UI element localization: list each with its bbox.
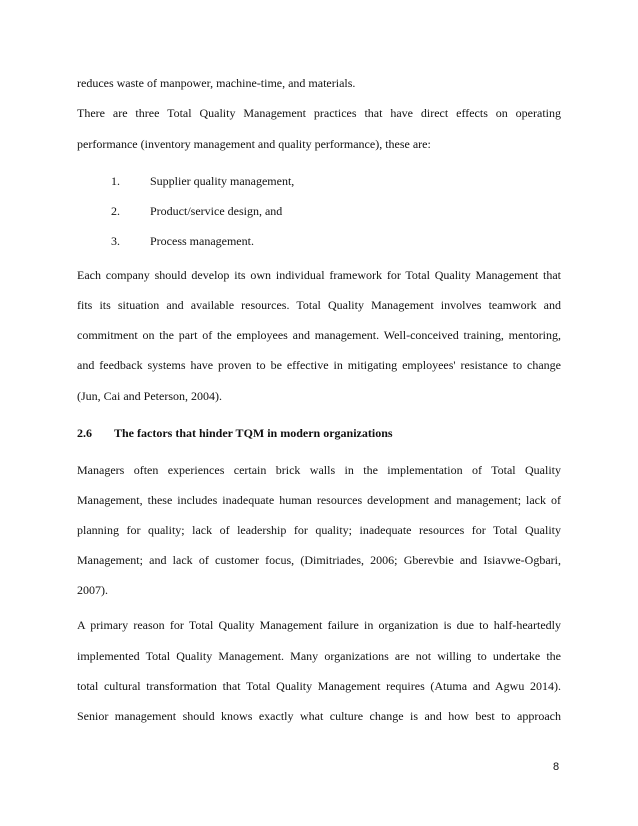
text-line: 2007).	[77, 583, 108, 597]
section-number: 2.6	[77, 426, 92, 440]
text-line: implemented Total Quality Management. Many organizations are not willing to undertake the	[77, 649, 561, 663]
list-item-number: 3.	[111, 234, 120, 248]
text-line: Management; and lack of customer focus, (Dimitriades, 2006; Gberevbie and Isiavwe-Ogbari,	[77, 553, 561, 567]
list-item-number: 2.	[111, 204, 120, 218]
text-line: performance (inventory management and quality performance), these are:	[77, 137, 431, 151]
text-line: commitment on the part of the employees and management. Well-conceived training, mentoring,	[77, 328, 561, 342]
text-line: planning for quality; lack of leadership for quality; inadequate resources for Total Quality	[77, 523, 561, 537]
text-line: Senior management should knows exactly what culture change is and how best to approach	[77, 709, 561, 723]
text-line: and feedback systems have proven to be effective in mitigating employees' resistance to change	[77, 358, 561, 372]
text-line: fits its situation and available resources. Total Quality Management involves teamwork and	[77, 298, 561, 312]
page-number: 8	[553, 761, 560, 773]
text-line: There are three Total Quality Management practices that have direct effects on operating	[77, 106, 561, 120]
list-item-text: Product/service design, and	[150, 204, 283, 218]
text-line: Managers often experiences certain brick walls in the implementation of Total Quality	[77, 463, 561, 477]
list-item-number: 1.	[111, 174, 120, 188]
text-line: reduces waste of manpower, machine-time, and materials.	[77, 76, 356, 90]
text-line: A primary reason for Total Quality Management failure in organization is due to half-heartedly	[77, 618, 561, 632]
list-item-text: Supplier quality management,	[150, 174, 295, 188]
text-line: Each company should develop its own individual framework for Total Quality Management that	[77, 268, 561, 282]
text-line: total cultural transformation that Total Quality Management requires (Atuma and Agwu 2014).	[77, 679, 561, 693]
section-title: The factors that hinder TQM in modern organizations	[114, 426, 393, 440]
list-item-text: Process management.	[150, 234, 254, 248]
text-line: (Jun, Cai and Peterson, 2004).	[77, 389, 222, 403]
text-line: Management, these includes inadequate human resources development and management; lack of	[77, 493, 561, 507]
